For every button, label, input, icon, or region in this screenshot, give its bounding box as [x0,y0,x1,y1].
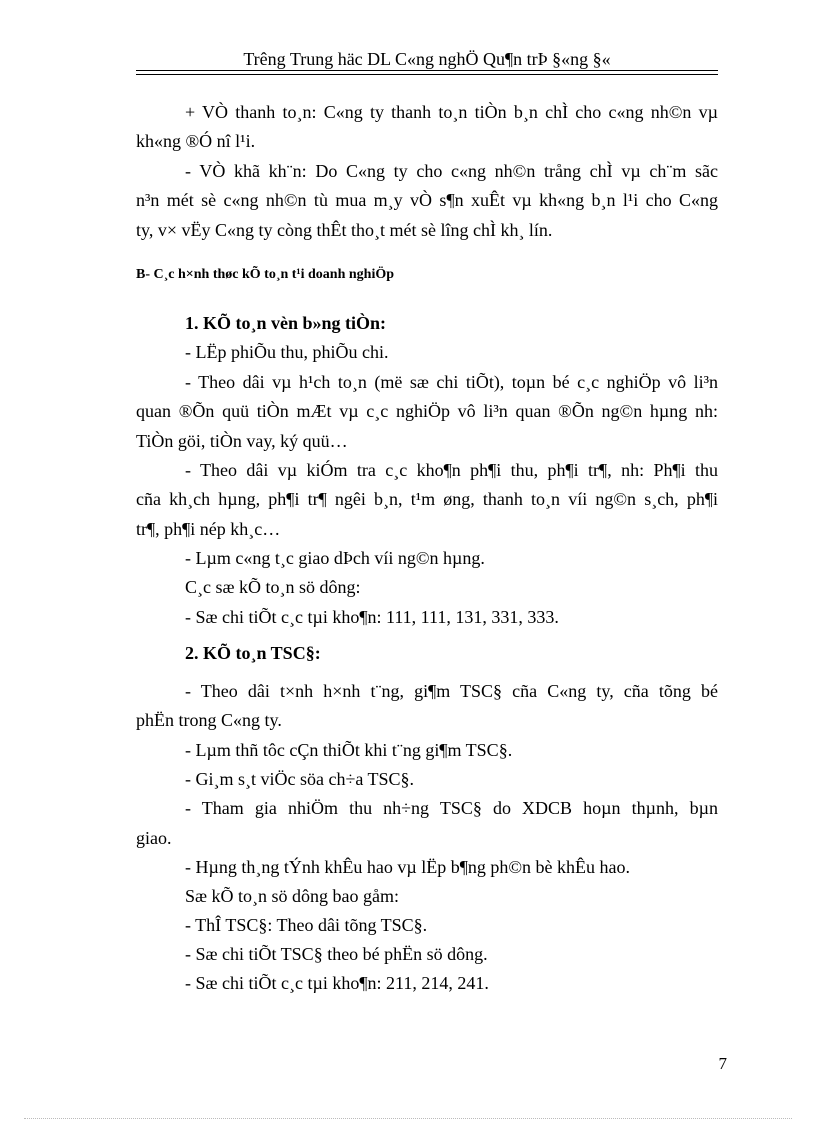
text-line-24: giao. [136,828,172,848]
text-line-13: cña kh¸ch hµng, ph¶i tr¶ ngêi b¸n, t¹m øng, thanh to¸n víi ng©n s¸ch, ph¶i [136,489,718,509]
page-bottom-border [24,1118,792,1119]
text-line-27: - ThÎ TSC§: Theo dâi tõng TSC§. [185,915,428,935]
header-rule-top [136,70,718,71]
text-line-22: - Gi¸m s¸t viÖc söa ch÷a TSC§. [185,769,415,789]
text-line-26: Sæ kÕ to¸n sö dông bao gåm: [185,886,399,906]
text-line-10: quan ®Õn quü tiÒn mÆt vµ c¸c nghiÖp vô li³n quan ®Õn ng©n hµng nh: [136,401,718,421]
page-number: 7 [718,1054,727,1073]
text-line-28: - Sæ chi tiÕt TSC§ theo bé phËn sö dông. [185,944,488,964]
header-rule-bottom [136,74,718,75]
text-line-23: - Tham gia nhiÖm thu nh÷ng TSC§ do XDCB hoµn thµnh, bµn [185,798,718,818]
text-line-9: - Theo dâi vµ h¹ch to¸n (më sæ chi tiÕt), toµn bé c¸c nghiÖp vô li³n [185,372,718,392]
text-line-4: n³n mét sè c«ng nh©n tù mua m¸y vÒ s¶n xuÊt vµ kh«ng b¸n l¹i cho C«ng [136,190,718,210]
section-heading-b: B- C¸c h×nh thøc kÕ to¸n t¹i doanh nghiÖp [136,267,395,282]
text-line-5: ty, v× vËy C«ng ty còng thÊt tho¸t mét sè lîng chÌ kh¸ lín. [136,220,553,240]
subheading-2: 2. KÕ to¸n TSC§: [185,643,321,663]
text-line-11: TiÒn göi, tiÒn vay, ký quü… [136,431,348,451]
subheading-1: 1. KÕ to¸n vèn b»ng tiÒn: [185,313,387,333]
text-line-3: - VÒ khã kh¨n: Do C«ng ty cho c«ng nh©n trång chÌ vµ ch¨m sãc [185,161,718,181]
text-line-17: - Sæ chi tiÕt c¸c tµi kho¶n: 111, 111, 131, 331, 333. [185,607,559,627]
text-line-1: + VÒ thanh to¸n: C«ng ty thanh to¸n tiÒn b¸n chÌ cho c«ng nh©n vµ [185,102,718,122]
text-line-14: tr¶, ph¶i nép kh¸c… [136,519,281,539]
text-line-25: - Hµng th¸ng tÝnh khÊu hao vµ lËp b¶ng ph©n bè khÊu hao. [185,857,631,877]
text-line-8: - LËp phiÕu thu, phiÕu chi. [185,342,389,362]
text-line-12: - Theo dâi vµ kiÓm tra c¸c kho¶n ph¶i thu, ph¶i tr¶, nh: Ph¶i thu [185,460,718,480]
text-line-15: - Lµm c«ng t¸c giao dÞch víi ng©n hµng. [185,548,485,568]
text-line-19: - Theo dâi t×nh h×nh t¨ng, gi¶m TSC§ cña C«ng ty, cña tõng bé [185,681,718,701]
text-line-2: kh«ng ®Ó nî l¹i. [136,131,256,151]
text-line-21: - Lµm thñ tôc cÇn thiÕt khi t¨ng gi¶m TSC§. [185,740,513,760]
text-line-20: phËn trong C«ng ty. [136,710,282,730]
page-header: Trêng Trung häc DL C«ng nghÖ Qu¶n trÞ §«ng §« [243,49,611,69]
text-line-16: C¸c sæ kÕ to¸n sö dông: [185,577,361,597]
text-line-29: - Sæ chi tiÕt c¸c tµi kho¶n: 211, 214, 241. [185,973,489,993]
